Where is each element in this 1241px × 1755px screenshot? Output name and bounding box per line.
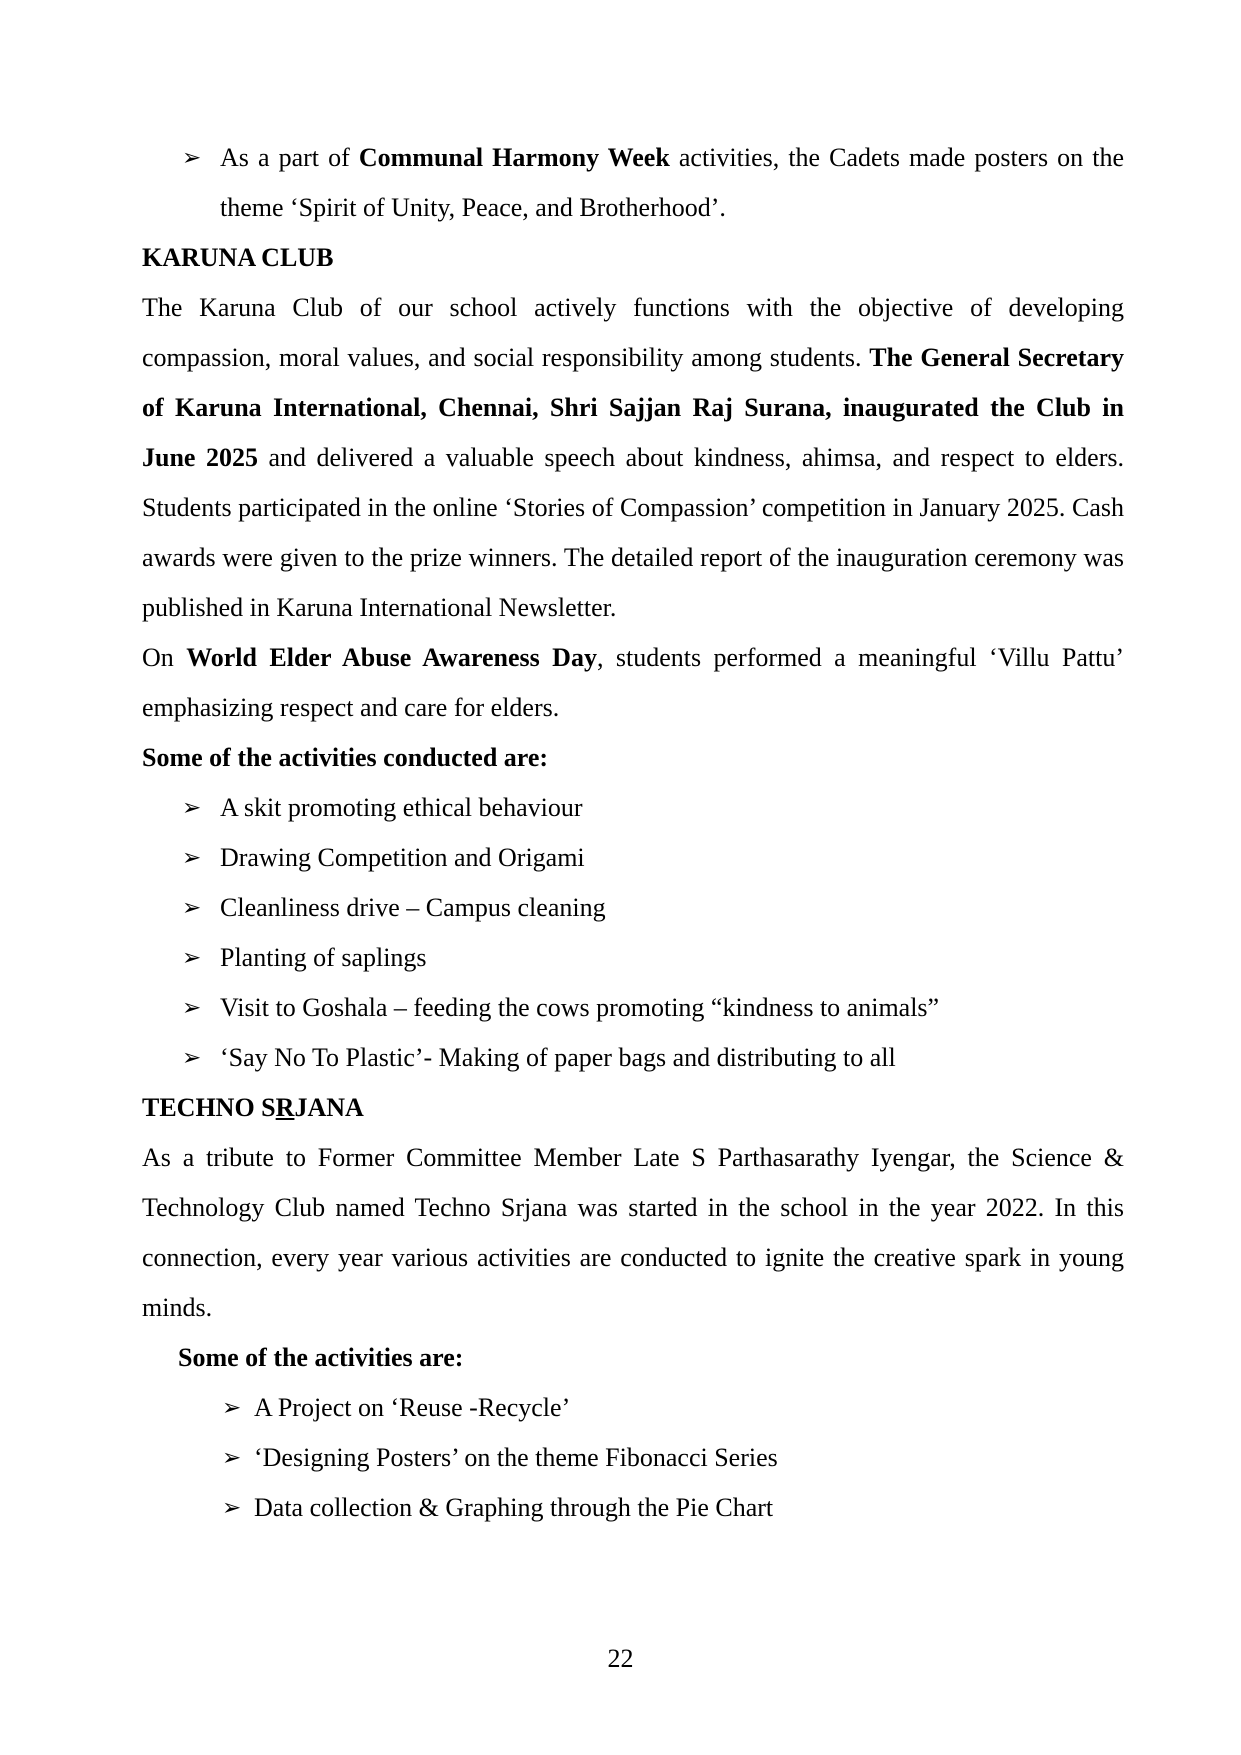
list-item <box>142 933 1124 983</box>
intro-bullet-list <box>142 133 1124 233</box>
karuna-paragraph-2: On World Elder Abuse Awareness Day, students performed a meaningful ‘Villu Pattu’ emphasizing respect and care for elders. <box>142 643 1124 722</box>
list-item <box>142 833 1124 883</box>
list-item-text: Cleanliness drive – Campus cleaning <box>220 893 606 922</box>
list-item-text: As a part of Communal Harmony Week activities, the Cadets made posters on the theme ‘Spirit of Unity, Peace, and Brotherhood’. <box>220 143 1125 222</box>
list-item <box>142 1433 1124 1483</box>
arrow-bullet-icon: ➢ <box>182 795 202 821</box>
techno-activities-list <box>142 1383 1124 1533</box>
list-item-text: A Project on ‘Reuse -Recycle’ <box>254 1393 571 1422</box>
arrow-bullet-icon: ➢ <box>182 145 202 171</box>
list-item-text: A skit promoting ethical behaviour <box>220 793 583 822</box>
list-item <box>142 783 1124 833</box>
list-item <box>142 1483 1124 1533</box>
karuna-club-heading: KARUNA CLUB <box>142 243 334 272</box>
list-item <box>142 133 1124 233</box>
karuna-activities-label: Some of the activities conducted are: <box>142 743 549 772</box>
list-item-text: Planting of saplings <box>220 943 427 972</box>
arrow-bullet-icon: ➢ <box>182 945 202 971</box>
list-item-text: Drawing Competition and Origami <box>220 843 585 872</box>
list-item <box>142 1033 1124 1083</box>
arrow-bullet-icon: ➢ <box>222 1495 242 1521</box>
arrow-bullet-icon: ➢ <box>182 995 202 1021</box>
list-item <box>142 983 1124 1033</box>
karuna-activities-list <box>142 783 1124 1083</box>
arrow-bullet-icon: ➢ <box>222 1445 242 1471</box>
underlined-letter: R <box>275 1093 295 1122</box>
list-item-text: Visit to Goshala – feeding the cows promoting “kindness to animals” <box>220 993 940 1022</box>
techno-activities-label: Some of the activities are: <box>178 1343 464 1372</box>
list-item-text: ‘Say No To Plastic’- Making of paper bags and distributing to all <box>220 1043 896 1072</box>
arrow-bullet-icon: ➢ <box>182 895 202 921</box>
list-item-text: ‘Designing Posters’ on the theme Fibonacci Series <box>254 1443 778 1472</box>
list-item-text: Data collection & Graphing through the Pie Chart <box>254 1493 774 1522</box>
document-body <box>142 133 1124 1533</box>
list-item <box>142 883 1124 933</box>
arrow-bullet-icon: ➢ <box>182 1045 202 1071</box>
arrow-bullet-icon: ➢ <box>222 1395 242 1421</box>
techno-srjana-heading: TECHNO SRJANA <box>142 1093 364 1122</box>
arrow-bullet-icon: ➢ <box>182 845 202 871</box>
list-item <box>142 1383 1124 1433</box>
karuna-paragraph-1: The Karuna Club of our school actively functions with the objective of developing compassion, moral values, and social responsibility among students. The General Secretary of Karuna International, Chennai, Shri Sajjan Raj Surana, inaugurated the Club in June 2025 and delivered a valuable speech about kindness, ahimsa, and respect to elders. Students participated in the online ‘Stories of Compassion’ competition in January 2025. Cash awards were given to the prize winners. The detailed report of the inauguration ceremony was published in Karuna International Newsletter. <box>142 293 1124 622</box>
techno-paragraph: As a tribute to Former Committee Member Late S Parthasarathy Iyengar, the Science & Technology Club named Techno Srjana was started in the school in the year 2022. In this connection, every year various activities are conducted to ignite the creative spark in young minds. <box>142 1143 1124 1322</box>
page-number: 22 <box>607 1644 634 1673</box>
